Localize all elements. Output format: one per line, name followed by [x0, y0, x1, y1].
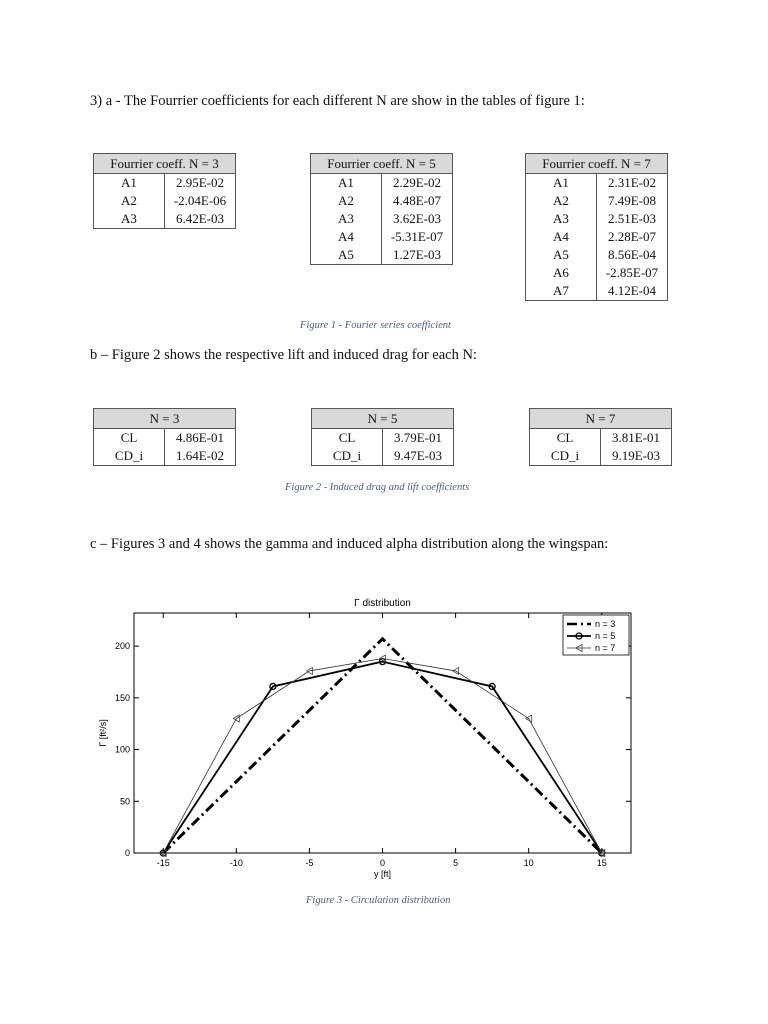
coeff-name: A3 — [311, 210, 382, 228]
x-tick-label: -15 — [156, 858, 170, 868]
coeff-value: 6.42E-03 — [165, 210, 236, 229]
y-tick-label: 0 — [124, 848, 130, 858]
x-axis-label: y [ft] — [373, 869, 392, 879]
coeff-table-n3 — [93, 408, 236, 466]
section-b-text: b – Figure 2 shows the respective lift and induced drag for each N: — [90, 347, 477, 363]
coeff-name: CD_i — [312, 447, 383, 466]
coeff-table-n7 — [529, 408, 672, 466]
series-n5 — [160, 659, 605, 856]
coeff-name: A3 — [526, 210, 597, 228]
coeff-value: 3.79E-01 — [383, 429, 454, 448]
fourier-table-n7 — [525, 153, 668, 301]
table-header: Fourrier coeff. N = 3 — [94, 154, 236, 174]
series-line — [163, 662, 602, 853]
coeff-value: 9.19E-03 — [601, 447, 672, 466]
figure-2-caption: Figure 2 - Induced drag and lift coefficients — [285, 482, 470, 493]
coeff-value: -2.04E-06 — [165, 192, 236, 210]
x-tick-label: 10 — [523, 858, 534, 868]
coeff-value: 1.64E-02 — [165, 447, 236, 466]
coeff-name: A4 — [526, 228, 597, 246]
coeff-name: A5 — [311, 246, 382, 265]
table-header: N = 5 — [312, 409, 454, 429]
x-tick-label: 5 — [453, 858, 459, 868]
y-tick-label: 50 — [119, 796, 130, 807]
coeff-name: A2 — [311, 192, 382, 210]
y-tick-label: 150 — [114, 692, 130, 703]
coeff-value: 8.56E-04 — [597, 246, 668, 264]
coeff-name: CL — [530, 429, 601, 448]
coeff-name: CD_i — [94, 447, 165, 466]
coeff-value: 4.12E-04 — [597, 282, 668, 301]
y-axis-label: Γ [ft²/s] — [98, 719, 108, 747]
coeff-name: CD_i — [530, 447, 601, 466]
series-line — [163, 659, 602, 853]
fourier-table-n5 — [310, 153, 453, 265]
coeff-value: 3.81E-01 — [601, 429, 672, 448]
series-n3 — [163, 639, 602, 853]
table-header: N = 7 — [530, 409, 672, 429]
section-a-text: 3) a - The Fourrier coefficients for each different N are show in the tables of figure 1: — [90, 93, 585, 109]
fourier-table-n3 — [93, 153, 236, 229]
coeff-value: 2.31E-02 — [597, 174, 668, 193]
table-header: N = 3 — [94, 409, 236, 429]
series-line — [163, 639, 602, 853]
coeff-value: 2.95E-02 — [165, 174, 236, 193]
chart-title: Γ distribution — [354, 598, 411, 609]
coeff-value: 3.62E-03 — [382, 210, 453, 228]
coeff-value: 4.48E-07 — [382, 192, 453, 210]
table-header: Fourrier coeff. N = 7 — [526, 154, 668, 174]
coeff-value: 1.27E-03 — [382, 246, 453, 265]
coeff-name: A1 — [526, 174, 597, 193]
figure-1-caption: Figure 1 - Fourier series coefficient — [300, 320, 451, 331]
x-tick-label: 15 — [596, 858, 607, 868]
y-tick-label: 200 — [114, 641, 130, 652]
coeff-value: -2.85E-07 — [597, 264, 668, 282]
coeff-name: CL — [312, 429, 383, 448]
table-header: Fourrier coeff. N = 5 — [311, 154, 453, 174]
legend-label: n = 7 — [595, 643, 616, 653]
coeff-value: 4.86E-01 — [165, 429, 236, 448]
coeff-value: 2.51E-03 — [597, 210, 668, 228]
coeff-name: A2 — [526, 192, 597, 210]
coeff-name: A3 — [94, 210, 165, 229]
coeff-value: 2.28E-07 — [597, 228, 668, 246]
coeff-value: 7.49E-08 — [597, 192, 668, 210]
coeff-name: A1 — [94, 174, 165, 193]
coeff-table-n5 — [311, 408, 454, 466]
coeff-value: -5.31E-07 — [382, 228, 453, 246]
coeff-name: CL — [94, 429, 165, 448]
coeff-name: A1 — [311, 174, 382, 193]
x-tick-label: 0 — [379, 858, 386, 868]
coeff-name: A6 — [526, 264, 597, 282]
y-tick-label: 100 — [114, 744, 130, 755]
coeff-name: A5 — [526, 246, 597, 264]
coeff-value: 9.47E-03 — [383, 447, 454, 466]
gamma-distribution-chart — [90, 590, 650, 890]
figure-3-caption: Figure 3 - Circulation distribution — [306, 895, 451, 906]
legend-label: n = 5 — [595, 631, 616, 641]
coeff-name: A4 — [311, 228, 382, 246]
coeff-name: A7 — [526, 282, 597, 301]
coeff-value: 2.29E-02 — [382, 174, 453, 193]
x-tick-label: -5 — [305, 858, 314, 868]
x-tick-label: -10 — [229, 858, 243, 868]
plot-frame — [134, 613, 631, 853]
coeff-name: A2 — [94, 192, 165, 210]
legend-label: n = 3 — [595, 619, 616, 629]
section-c-text: c – Figures 3 and 4 shows the gamma and induced alpha distribution along the wingspan: — [90, 536, 609, 552]
